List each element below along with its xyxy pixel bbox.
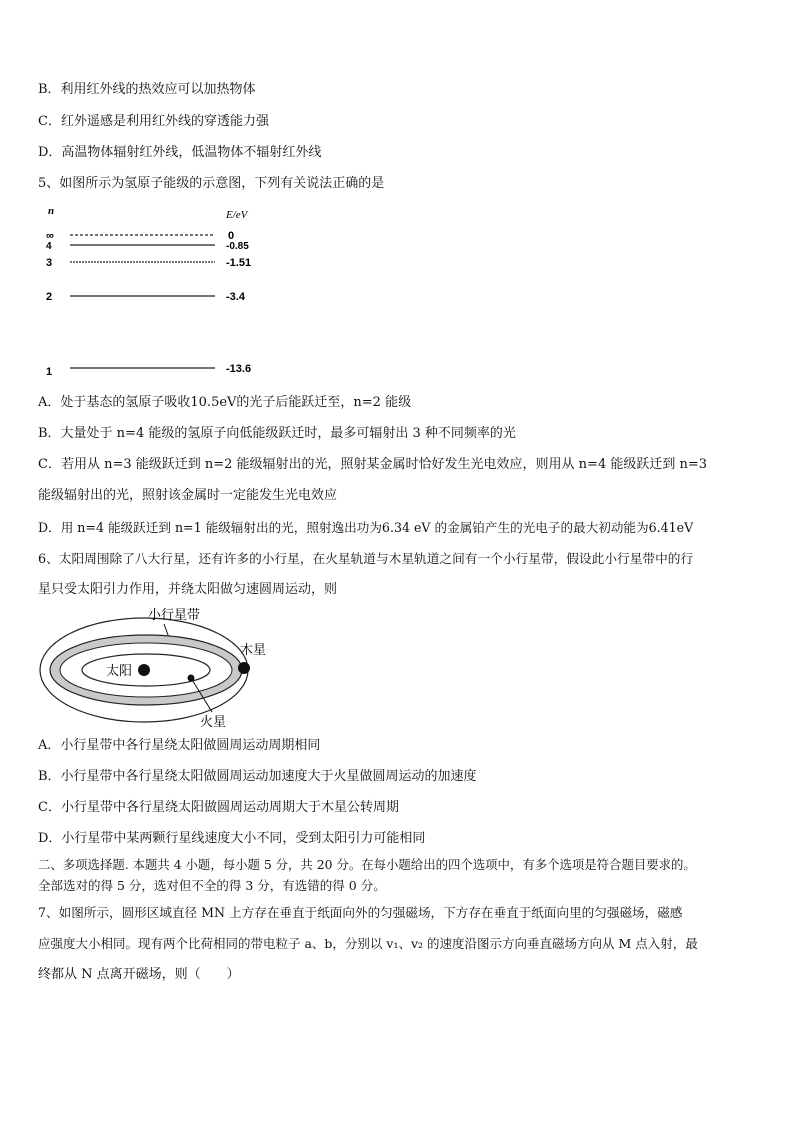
q5-option-a: A．处于基态的氢原子吸收10.5eV的光子后能跃迁至，n=2 能级 — [38, 395, 412, 410]
q5-option-d: D．用 n=4 能级跃迁到 n=1 能级辐射出的光，照射逸出功为6.34 eV 的金属铂产生的光电子的最大初动能为6.41eV — [38, 520, 694, 535]
energy-axis-header: E/eV — [226, 209, 248, 221]
q4-option-b: B．利用红外线的热效应可以加热物体 — [38, 82, 256, 97]
q5-option-c-line2: 能级辐射出的光，照射该金属时一定能发生光电效应 — [38, 488, 338, 503]
jupiter-label: 木星 — [240, 643, 267, 658]
sun-dot — [138, 664, 150, 676]
q5-option-b: B．大量处于 n=4 能级的氢原子向低能级跃迁时，最多可辐射出 3 种不同频率的光 — [38, 426, 516, 441]
q6-option-b: B．小行星带中各行星绕太阳做圆周运动加速度大于火星做圆周运动的加速度 — [38, 769, 477, 784]
level-n-1: 1 — [46, 366, 53, 378]
section2-heading-line1: 二、多项选择题. 本题共 4 小题，每小题 5 分，共 20 分。在每小题给出的四个选项中，有多个选项是符合题目要求的。 — [38, 857, 696, 872]
level-n-2: 2 — [46, 291, 53, 303]
q5-option-c-line1: C．若用从 n=3 能级跃迁到 n=2 能级辐射出的光，照射某金属时恰好发生光电效应，则用从 n=4 能级跃迁到 n=3 — [38, 457, 708, 472]
q6-option-a: A．小行星带中各行星绕太阳做圆周运动周期相同 — [38, 738, 321, 753]
jupiter-dot — [238, 662, 250, 674]
q7-stem-line3: 终都从 N 点离开磁场，则（ ） — [38, 967, 240, 982]
energy-level-diagram — [40, 200, 340, 385]
belt-pointer — [164, 624, 168, 635]
level-n-3: 3 — [46, 257, 53, 269]
q4-option-c: C．红外遥感是利用红外线的穿透能力强 — [38, 114, 269, 129]
section2-heading-line2: 全部选对的得 5 分，选对但不全的得 3 分，有选错的得 0 分。 — [38, 878, 386, 893]
level-energy-4: -0.85 — [226, 241, 249, 252]
q6-stem-line1: 6、太阳周围除了八大行星，还有许多的小行星，在火星轨道与木星轨道之间有一个小行星带，假设此小行星带中的行 — [38, 551, 694, 566]
q5-stem: 5、如图所示为氢原子能级的示意图，下列有关说法正确的是 — [38, 176, 385, 191]
q4-option-d: D．高温物体辐射红外线，低温物体不辐射红外线 — [38, 145, 322, 160]
orbit-svg — [36, 602, 296, 732]
sun-label: 太阳 — [106, 664, 133, 679]
n-axis-header: n — [48, 205, 55, 217]
level-energy-3: -1.51 — [226, 257, 252, 269]
orbit-diagram — [36, 602, 296, 732]
level-energy-1: -13.6 — [226, 363, 252, 375]
level-energy-2: -3.4 — [226, 291, 245, 303]
q6-option-d: D．小行星带中某两颗行星线速度大小不同，受到太阳引力可能相同 — [38, 831, 426, 846]
level-n-infinity: ∞ — [46, 230, 54, 242]
q7-stem-line2: 应强度大小相同。现有两个比荷相同的带电粒子 a、b，分别以 v₁、v₂ 的速度沿图示方向垂直磁场方向从 M 点入射，最 — [38, 936, 698, 951]
level-n-4: 4 — [46, 241, 52, 252]
energy-level-svg — [40, 200, 340, 385]
q7-stem-line1: 7、如图所示，圆形区域直径 MN 上方存在垂直于纸面向外的匀强磁场，下方存在垂直于纸面向里的匀强磁场，磁感 — [38, 905, 683, 920]
q6-option-c: C．小行星带中各行星绕太阳做圆周运动周期大于木星公转周期 — [38, 800, 399, 815]
q6-stem-line2: 星只受太阳引力作用，并绕太阳做匀速圆周运动，则 — [38, 582, 338, 597]
mars-label: 火星 — [200, 715, 227, 730]
level-energy-infinity: 0 — [228, 230, 235, 242]
belt-label: 小行星带 — [148, 608, 201, 623]
